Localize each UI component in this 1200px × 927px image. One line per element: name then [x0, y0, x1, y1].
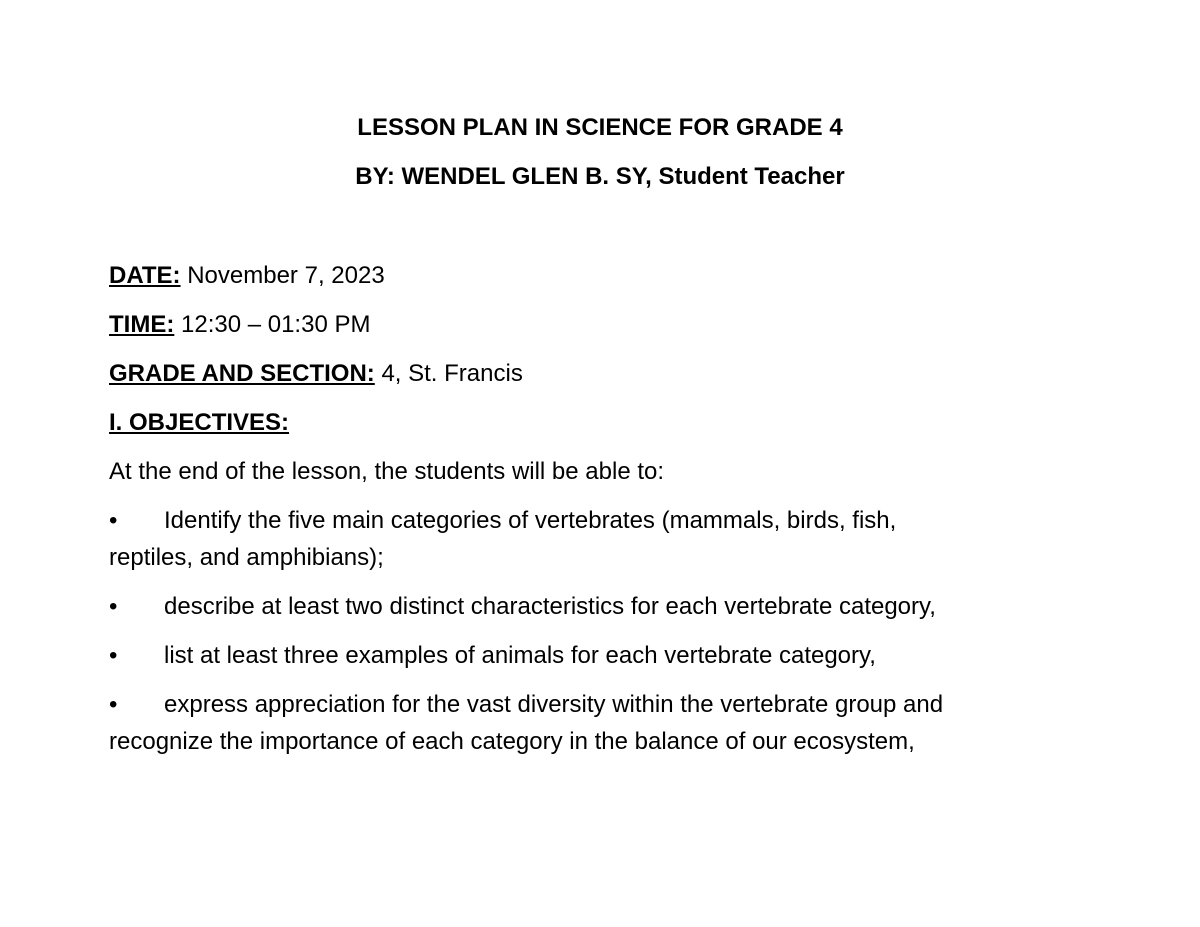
bullet-icon: •: [109, 507, 118, 534]
objectives-heading-text: I. OBJECTIVES:: [109, 409, 290, 436]
grade-section-label: GRADE AND SECTION:: [109, 360, 375, 387]
date-line: [109, 261, 385, 291]
objective-item-continuation: reptiles, and amphibians);: [109, 544, 384, 571]
objectives-intro: At the end of the lesson, the students will be able to:: [109, 458, 665, 485]
grade-section-value: 4, St. Francis: [374, 360, 523, 387]
objective-item: [109, 506, 896, 536]
grade-section-line: [109, 359, 523, 389]
objective-item: [109, 592, 936, 622]
date-label: DATE:: [109, 262, 181, 289]
objective-text: Identify the five main categories of vertebrates (mammals, birds, fish,: [164, 507, 897, 534]
time-label: TIME:: [109, 311, 175, 338]
time-line: [109, 310, 370, 340]
objective-text: list at least three examples of animals for each vertebrate category,: [164, 642, 876, 669]
objective-item: [109, 641, 876, 671]
objectives-heading: [109, 408, 289, 438]
document-byline: BY: WENDEL GLEN B. SY, Student Teacher: [355, 163, 845, 190]
objective-item-continuation: recognize the importance of each category in the balance of our ecosystem,: [109, 728, 915, 755]
bullet-icon: •: [109, 593, 118, 620]
objective-item: [109, 690, 943, 720]
date-value: November 7, 2023: [180, 262, 385, 289]
document-title: LESSON PLAN IN SCIENCE FOR GRADE 4: [357, 114, 843, 141]
objective-text: express appreciation for the vast diversity within the vertebrate group and: [164, 691, 944, 718]
objective-text: describe at least two distinct characteristics for each vertebrate category,: [164, 593, 936, 620]
bullet-icon: •: [109, 642, 118, 669]
bullet-icon: •: [109, 691, 118, 718]
time-value: 12:30 – 01:30 PM: [174, 311, 371, 338]
